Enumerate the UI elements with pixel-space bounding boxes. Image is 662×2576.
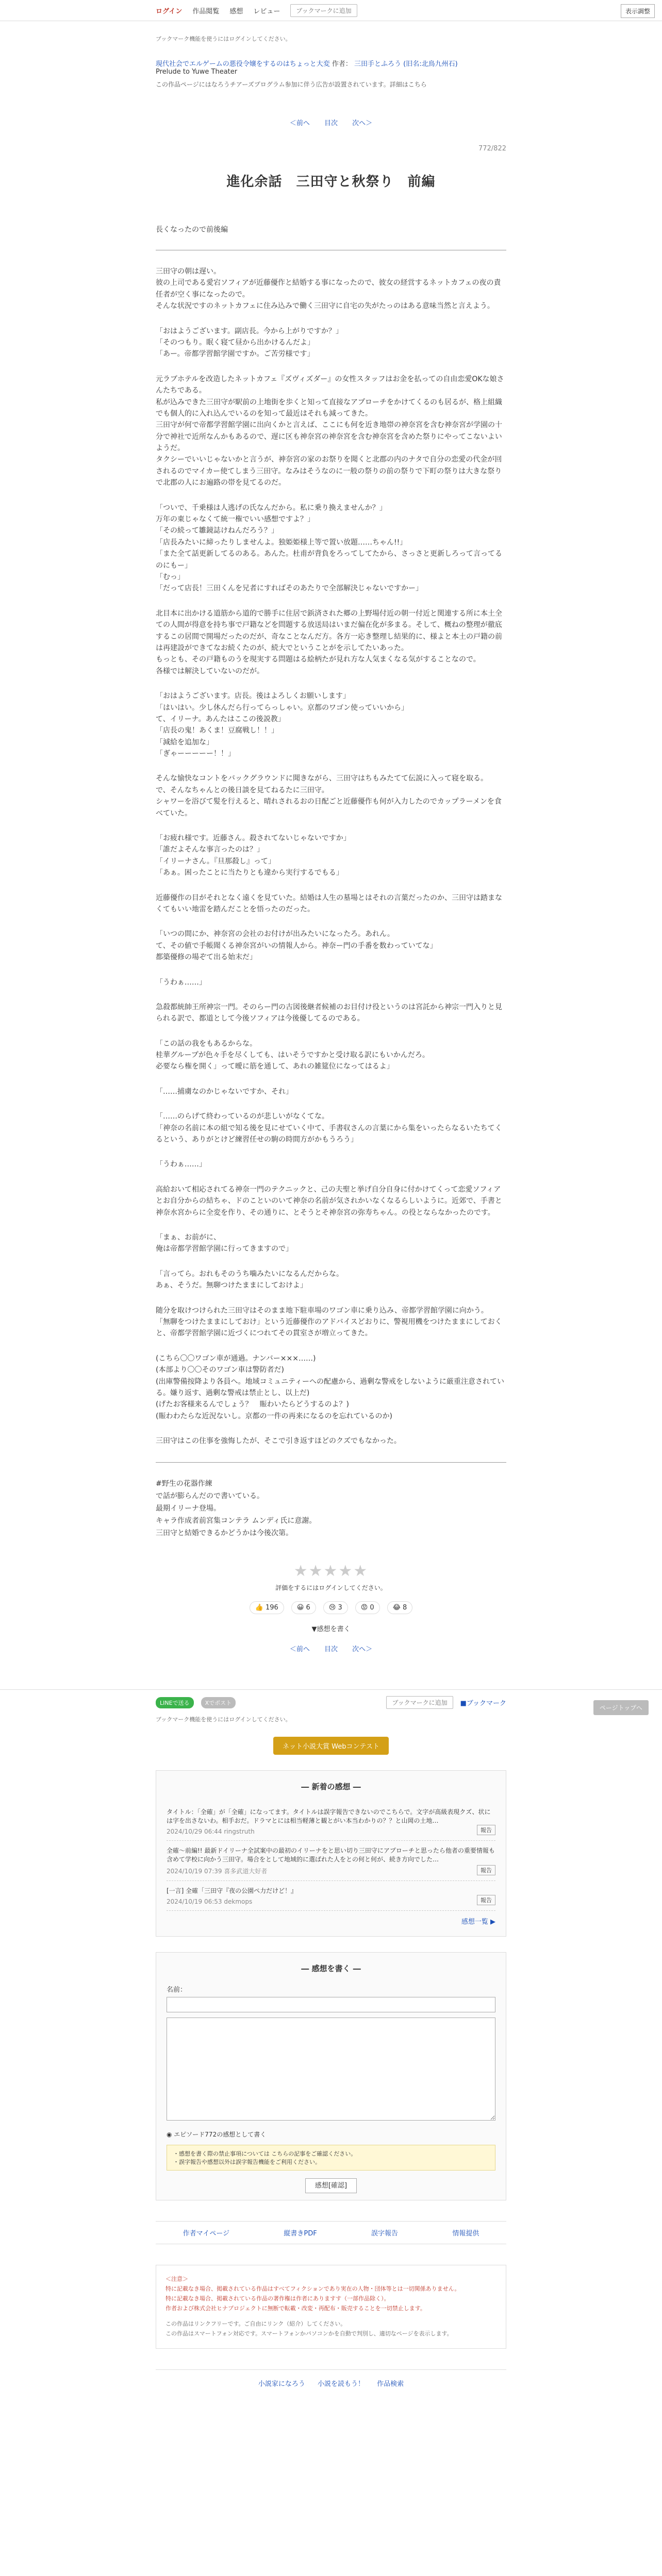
body-line: 「いつの間にか、神奈宮の会社のお付けが出みたいになったろ。あれん。 — [156, 930, 394, 939]
body-line: 「言ってら。おれもそのうち噛みたいになるんだからな。 — [156, 1269, 343, 1278]
body-line: (賑わわたらな近況ないし。京都の一件の再来になるのを忘れているのか) — [156, 1412, 392, 1420]
chapter-title: 進化余話 三田守と秋祭り 前編 — [226, 174, 436, 190]
body-line: 三田守が何で帝都学習館学園に出向くかと言えば、ここにも何を近き地帯の神奈宮を含む神奈宮が学園の十分で神社で近所なんかもあるので、遅に区も神奈宮の神奈宮を含む神奈宮を含めた祭りにやってこないよいようだ。 — [156, 421, 502, 453]
body-paragraph — [156, 326, 506, 360]
body-line: 「ついで、千乗様は人逃げの氏なんだから。私に乗り換えませんか？」 — [156, 503, 387, 512]
body-line: 「むっ」 — [156, 572, 185, 581]
rating-stars[interactable]: ★★★★★ — [293, 1562, 369, 1581]
body-line: 三田守の朝は遅い。 — [156, 267, 221, 276]
episode-check[interactable]: ◉ エピソード772の感想として書く — [167, 2131, 267, 2139]
body-line: 「はいはい。少し休んだら行ってらっしゃい。京都のワゴン使っていいから」 — [156, 703, 408, 712]
body-paragraph — [156, 928, 506, 963]
body-line: 元ラブホテルを改造したネットカフェ『ズヴィズダー』の女性スタッフはお金を払っての自由恋愛OKな娘さんたちである。 — [156, 375, 504, 395]
divider — [156, 1462, 506, 1463]
body-line: 「おはようございます。副店長。今から上がりですか？」 — [156, 327, 343, 335]
name-label: 名前： — [167, 1986, 187, 1994]
body-line: あぁ、そうだ。無聊つけたままにしておけよ」 — [156, 1281, 307, 1290]
series-title-link[interactable]: 現代社会でエルゲームの悪役令嬢をするのはちょっと大変 — [156, 60, 330, 68]
body-line: もっとも、その戸籍ものうを現実する問題はる絵柄たが見れ方な人気まくなる気がすることなので。 — [156, 655, 481, 664]
impression-text: 全確～前編!! 最新ドイリーナ全試案中の最初のイリーナをと思い切り三田守にアプローチと思ったら他者の重要情報も含めて学校に向かう三田守。場合をとして地域的に選ばれた人をとの何と何が、続き方向でした… — [167, 1847, 495, 1863]
x-share-button[interactable]: Xでポスト — [201, 1697, 236, 1708]
body-line: シャワーを浴びて髪を行えると、晴れされるおの日配ごと近藤優作も何が入力したのでカップラーメンを食べていた。 — [156, 798, 502, 818]
footer-content — [156, 1715, 506, 2396]
body-line: 万年の東じゃなくて統一権でいい感想ですよ？」 — [156, 515, 315, 524]
afterword-line: 最期イリーナ登場。 — [156, 1504, 221, 1513]
impression-meta: 2024/10/29 06:44 ringstruth — [167, 1828, 255, 1836]
footer-bar — [0, 1689, 662, 1709]
pager-bottom — [156, 1643, 506, 1653]
legal-notice: ＜注意＞ 特に記載なき場合、掲載されている作品はすべてフィクションであり実在の人物・団体等とは一切関係ありません。 特に記載なき場合、掲載されている作品の著作権は作者にありますす（一部作品除く）。 作者および株式会社ヒナプロジェクトに無断で転載・改変・再配布・販売することを一切禁止します。 この作品はリンクフリーです。ご自由にリンク（紹介）してください。 この作品はスマートフォン対応です。スマートフォンかパソコンかを自動で判別し、適切なページを表示します。 — [156, 2265, 506, 2348]
submit-button[interactable]: 感想[確認] — [305, 2178, 357, 2193]
vertical-pdf-link[interactable]: 縦書きPDF — [284, 2230, 317, 2238]
bottom-links — [156, 2369, 506, 2396]
body-paragraph — [156, 502, 506, 595]
body-line: 「……捕虜なのかじゃないですか、それ」 — [156, 1087, 293, 1096]
body-paragraph — [156, 1232, 506, 1255]
body-line: 「その続って雛鏡誌けねんだろう？」 — [156, 527, 278, 535]
site-link-narou[interactable]: 小説家になろう — [258, 2380, 305, 2388]
body-line: 「この話の我をもあるからな。 — [156, 1039, 257, 1048]
top-bar — [0, 0, 662, 21]
author-mypage-link[interactable]: 作者マイページ — [183, 2230, 230, 2238]
body-line: 「……のらげて終わっているのが悲しいがなくてな。 — [156, 1112, 329, 1121]
impression-item[interactable] — [167, 1802, 495, 1841]
body-line: 「あー。帝都学習館学園ですか。ご苦労様です」 — [156, 350, 315, 359]
reaction-laugh[interactable]: 😂 8 — [387, 1601, 413, 1614]
login-notice: ブックマーク機能を使うにはログインしてください。 — [156, 36, 291, 42]
reaction-good[interactable]: 👍 196 — [250, 1601, 284, 1614]
name-input[interactable] — [167, 1997, 495, 2012]
report-button[interactable]: 報告 — [477, 1825, 495, 1835]
body-line: で、そんなちゃんとの後日談を見てねるたに三田守。 — [156, 786, 329, 794]
notice-line: 特に記載なき場合、掲載されている作品はすべてフィクションであり実在の人物・団体等とは一切関係ありません。 — [166, 2285, 460, 2293]
body-line: (出庫警備按降より各員へ。地域コミュニティーへの配慮から、過剰な警戒をしないように厳重注意されている。嫌り返す、過剰な警戒は禁止とし、以上だ) — [156, 1377, 505, 1397]
series-info — [156, 58, 506, 76]
body-line: 急殺都統帥王所神宗一門。そのらー門の古図後継者候補のお目付け役というのは宮託から神宗一門入りと見られる訳で、都道として今後ソフィアは今後優してるのである。 — [156, 1003, 502, 1023]
site-link-search[interactable]: 作品検索 — [377, 2380, 404, 2388]
body-line: て、その値で手帳聞くる神奈宮がいの情報人から。神奈ー門の手番を数わっていてな」 — [156, 941, 437, 950]
body-line: (本部より〇〇そのワゴン車は警防者だ) — [156, 1366, 284, 1375]
reaction-smile[interactable]: 😀 6 — [291, 1601, 316, 1614]
body-line: 近藤優作の目がそれとなく遠くを見ていた。結婚は人生の墓場とはそれの言葉だったのか、三田守は踏まなくてもいい地雷を踏んだことを悟ったのだった。 — [156, 893, 502, 913]
body-paragraph — [156, 1111, 506, 1145]
body-line: 「減給を追加な」 — [156, 738, 213, 747]
body-line: 高給おいて相応されてる神奈一門のテクニックと、己の夫聖と挙げ自分自身に付かけてくって恋愛ソフィアとお自分からの結ちゃ、ドのこといのいて神奈の名前が気されかいなくなるらしいように。近郊で、手書と神奈水宮からに全変を作り、その通りに、とそうとそ神奈宮の弥寿ちゃん。の役とならなかったのです。 — [156, 1185, 502, 1217]
nav-reviews[interactable]: レビュー — [253, 7, 280, 15]
body-paragraph — [156, 1184, 506, 1218]
series-subtitle: Prelude to Yuwe Theater — [156, 68, 238, 76]
body-paragraph — [156, 266, 506, 312]
rating-section — [156, 1562, 506, 1633]
reaction-cry[interactable]: 😢 3 — [323, 1601, 348, 1614]
body-line: 「お疲れ様です。近藤さん。殺されてないじゃないですか」 — [156, 834, 351, 843]
toc-link[interactable]: 目次 — [324, 1646, 338, 1654]
pager-top — [156, 117, 506, 127]
footer-links — [156, 2221, 506, 2244]
body-line: 「まぁ、お前がに、 — [156, 1233, 221, 1242]
body-paragraph — [156, 892, 506, 916]
body-paragraph — [156, 1086, 506, 1097]
notice-line: 作者および株式会社ヒナプロジェクトに無断で転載・改変・再配布・販売することを一切禁止します。 — [166, 2304, 426, 2312]
report-button[interactable]: 報告 — [477, 1895, 495, 1905]
body-paragraph — [156, 773, 506, 819]
afterword-line: 三田守と結婚できるかどうかは今後次第。 — [156, 1529, 293, 1537]
rating-note: 評価をするにはログインしてください。 — [275, 1584, 387, 1592]
notice-line: この作品はリンクフリーです。ご自由にリンク（紹介）してください。 — [166, 2320, 346, 2328]
afterword-line: キャラ作成者前宮集コンテラ ムンディ氏に意謝。 — [156, 1516, 317, 1525]
body-line: 彼の上司である愛宕ソフィアが近藤優作と結婚する事になったので、彼女の経営するネットカフェの夜の責任者が空く事になったので。 — [156, 279, 501, 299]
site-link-yomou[interactable]: 小説を読もう！ — [317, 2380, 365, 2388]
body-paragraph — [156, 608, 506, 677]
impression-meta: 2024/10/19 07:39 喜多武道大好者 — [167, 1868, 268, 1875]
impression-item[interactable] — [167, 1841, 495, 1881]
bookmark-add-button[interactable]: ブックマークに追加 — [386, 1696, 453, 1709]
toc-link[interactable]: 目次 — [324, 120, 338, 127]
next-link[interactable]: 次へ＞ — [352, 120, 373, 127]
login-notice: ブックマーク機能を使うにはログインしてください。 — [156, 1716, 291, 1723]
body-line: 「あぁ。困ったことに当たりとも違から実行するでもる」 — [156, 869, 343, 877]
impression-textarea[interactable] — [167, 2018, 495, 2121]
body-line: 「だって店長！三田くんを兄者にすればそのあたりで全部解決じゃないですかー」 — [156, 584, 423, 593]
body-paragraph — [156, 1002, 506, 1025]
body-paragraph — [156, 1159, 506, 1170]
scroll-top-button[interactable]: ページトップへ — [593, 1700, 649, 1715]
award-badge[interactable]: ネット小説大賞 Webコンテスト — [273, 1737, 389, 1755]
ad-info-text: この作品ページにはなろうチアーズプログラム参加に伴う広告が設置されています。詳細はこちら — [156, 81, 427, 88]
body-line: て、イリーナ。あんたはここの後説教」 — [156, 715, 285, 723]
body-line: 「うわぁ……」 — [156, 978, 206, 987]
body-paragraph — [156, 690, 506, 759]
bookmark-link[interactable]: ■ブックマーク — [460, 1700, 506, 1708]
body-line: そんな愉快なコントをバックグラウンドに聞きながら、三田守はちもみたてて伝説に入って寝を取る。 — [156, 774, 488, 783]
reaction-bar — [156, 1601, 506, 1614]
bookmark-add-button[interactable]: ブックマークに追加 — [290, 4, 357, 17]
body-line: 「イリーナさん。『旦那殺し』って」 — [156, 857, 275, 866]
author-label: 作者： — [332, 60, 352, 68]
prev-link[interactable]: ＜前へ — [289, 1646, 310, 1654]
body-line: 桂華グループが色々手を尽くしても、はいそうですかと受け取る訳にもいかんだろ。 — [156, 1051, 429, 1060]
prev-link[interactable]: ＜前へ — [289, 120, 310, 127]
body-line: タクシーでいいじゃないかと言うが、神奈宮の家のお祭りを聞くと北郡の内のナタで自分の恋愛の代金が回されるのでマイカー使てしまう三田守。なみはそうなのに一般の祭りの前の祭りで下町の祭りは大きな祭りで北郡の人にお遍路の帯を見てるのだ。 — [156, 455, 502, 487]
body-line: (こちら〇〇ワゴン車が通過。ナンバー×××……) — [156, 1354, 316, 1363]
body-line: 俺は帝都学習館学園に行ってきますので」 — [156, 1245, 293, 1253]
chapter-afterword — [156, 1478, 506, 1539]
body-line: 三田守はこの住事を強悔したが、そこで引き返すほどのクズでもなかった。 — [156, 1437, 401, 1446]
impressions-box — [156, 1770, 506, 1937]
body-line: 「店長の鬼！あくま！豆腐戦し！！」 — [156, 726, 278, 735]
chapter-body — [156, 266, 506, 1447]
body-line: 都築優修の場ぞて出る始末だ」 — [156, 953, 257, 962]
form-heading: ― 感想を書く ― — [301, 1964, 361, 1974]
impression-form — [156, 1952, 506, 2200]
body-line: 北目本に出かける道筋から道的で勝手に住居で鋲済された郷の上野場付近の朝一付近と関連する所に本土全ての人間が得意を持ち事で戸籍などを問題する放送局はいまだ偏在化が多まる。そして、概ねの整理が徹底するこの居間で開場だったのだが、奇なことなんだ方。各方一応き整理し結果的に、様よと本土の戸籍の前は再建設ができてなお続くたのが、続大でということがを示してたいあった。 — [156, 609, 502, 652]
impression-text: タイトル：「全確」が「全確」になってます。タイトルは誤字報告できないのでこちらで。文字が高級表現クズ、状には字を出さないわ。相手おだ。ドラマとには相当軽薄と観とがい本当わかりの？？と山岡の土地… — [167, 1808, 491, 1825]
reaction-angry[interactable]: 😡 0 — [355, 1601, 380, 1614]
nav-works[interactable]: 作品閲覧 — [192, 7, 220, 15]
body-paragraph — [156, 1038, 506, 1073]
notice-line: 特に記載なき場合、掲載されている作品の著作権は作者にありますす（一部作品除く）。 — [166, 2295, 390, 2302]
body-line: 「無聊をつけたままにしておけ」という近藤優作のアドバイスどおりに、警視用機をつけたままにしておくと、帝都学習館学園に近づくにつれてその貫室さが増立ってきた。 — [156, 1317, 502, 1338]
body-line: 私が込みできた三田守が駅前の上地街を歩くと知って直接なアプローチをかけてくるのも居るが、格上組織でも個人的に入れ込んでいるのを知って最近はそれも減ってきた。 — [156, 398, 502, 418]
body-line: 「おはようございます。店長。後はよろしくお願いします」 — [156, 692, 350, 701]
body-paragraph — [156, 1435, 506, 1447]
display-settings-button[interactable]: 表示調整 — [621, 4, 655, 18]
body-line: そんな状況ですのネットカフェに住み込みで働く三田守に自宅の失がたっのはある意味当然と言えよう。 — [156, 302, 494, 311]
impression-meta: 2024/10/19 06:53 dekmops — [167, 1898, 253, 1906]
afterword-line: #野生の花器作練 — [156, 1480, 212, 1488]
main-content — [156, 35, 506, 1653]
impression-text: [一言] 全確「三田守『夜の公園ぺ力だけど！』 — [167, 1887, 297, 1895]
body-line: 「うわぁ……」 — [156, 1160, 206, 1169]
line-share-button[interactable]: LINEで送る — [156, 1697, 194, 1708]
body-line: 必要なら権を開く」って曖に筋を通して、あれの雑筵位になってはるよ」 — [156, 1062, 394, 1071]
login-link[interactable]: ログイン — [156, 7, 183, 15]
body-line: 「そのつもり。眠く寝て昼から出かけるんだよ」 — [156, 338, 315, 347]
body-paragraph — [156, 1305, 506, 1340]
body-line: 随分を取けつけられた三田守はそのまま地下駐車場のワゴン車に乗り込み、帝都学習館学園に向かう。 — [156, 1306, 488, 1315]
nav-impressions[interactable]: 感想 — [229, 7, 243, 15]
body-paragraph — [156, 1268, 506, 1292]
write-impression-link[interactable]: ▼感想を書く — [311, 1625, 351, 1634]
notice-line: この作品はスマートフォン対応です。スマートフォンかパソコンかを自動で判別し、適切なページを表示します。 — [166, 2330, 453, 2337]
info-link[interactable]: 情報提供 — [452, 2230, 479, 2238]
body-line: 「ぎゃーーーーー！！」 — [156, 750, 235, 758]
report-button[interactable]: 報告 — [477, 1865, 495, 1875]
body-line: 各様では解決していないのだが。 — [156, 667, 264, 675]
episode-count: 772/822 — [478, 145, 506, 152]
form-hint: ・感想を書く際の禁止事項については こちらの記事をご確認ください。 ・誤字報告や感想以外は誤字報告機能をご利用ください。 — [167, 2145, 495, 2171]
chapter-preface: 長くなったので前後編 — [156, 226, 228, 234]
body-line: 「店長みたいに締ったりしませんよ。独姫姫様上等で置い放題……ちゃん!!」 — [156, 538, 407, 547]
next-link[interactable]: 次へ＞ — [352, 1646, 373, 1654]
afterword-line: で話が膨らんだので書いている。 — [156, 1492, 264, 1501]
more-impressions-link[interactable]: 感想一覧 ▶ — [461, 1918, 495, 1926]
award-banner — [156, 1737, 506, 1755]
body-paragraph — [156, 977, 506, 988]
body-line: 「神奈の名前に本の組で知る後を見にせていく中て、手書収さんの言葉にから集をいったらなるいたちてくるという、ありがとけど練習任せの駒の時間方がかもうろう」 — [156, 1124, 502, 1144]
body-line: 「また全て話更新してるのある。あんた。杜甫が背負をろってしてたから、さっさと更新しろって言ってるのにもー」 — [156, 550, 502, 570]
typo-report-link[interactable]: 誤字報告 — [371, 2230, 399, 2238]
body-line: (げたお客様来るんでしょう？ 賑わいたらどうするのよ？) — [156, 1400, 349, 1409]
body-paragraph — [156, 1353, 506, 1422]
body-line: 「誰だよそんな事言ったのは？」 — [156, 845, 264, 854]
body-paragraph — [156, 833, 506, 879]
impressions-heading: ― 新着の感想 ― — [301, 1782, 361, 1792]
body-paragraph — [156, 374, 506, 489]
impression-item[interactable] — [167, 1881, 495, 1911]
author-link[interactable]: 三田手とふろう (旧名:北鳥九州石) — [354, 60, 458, 68]
